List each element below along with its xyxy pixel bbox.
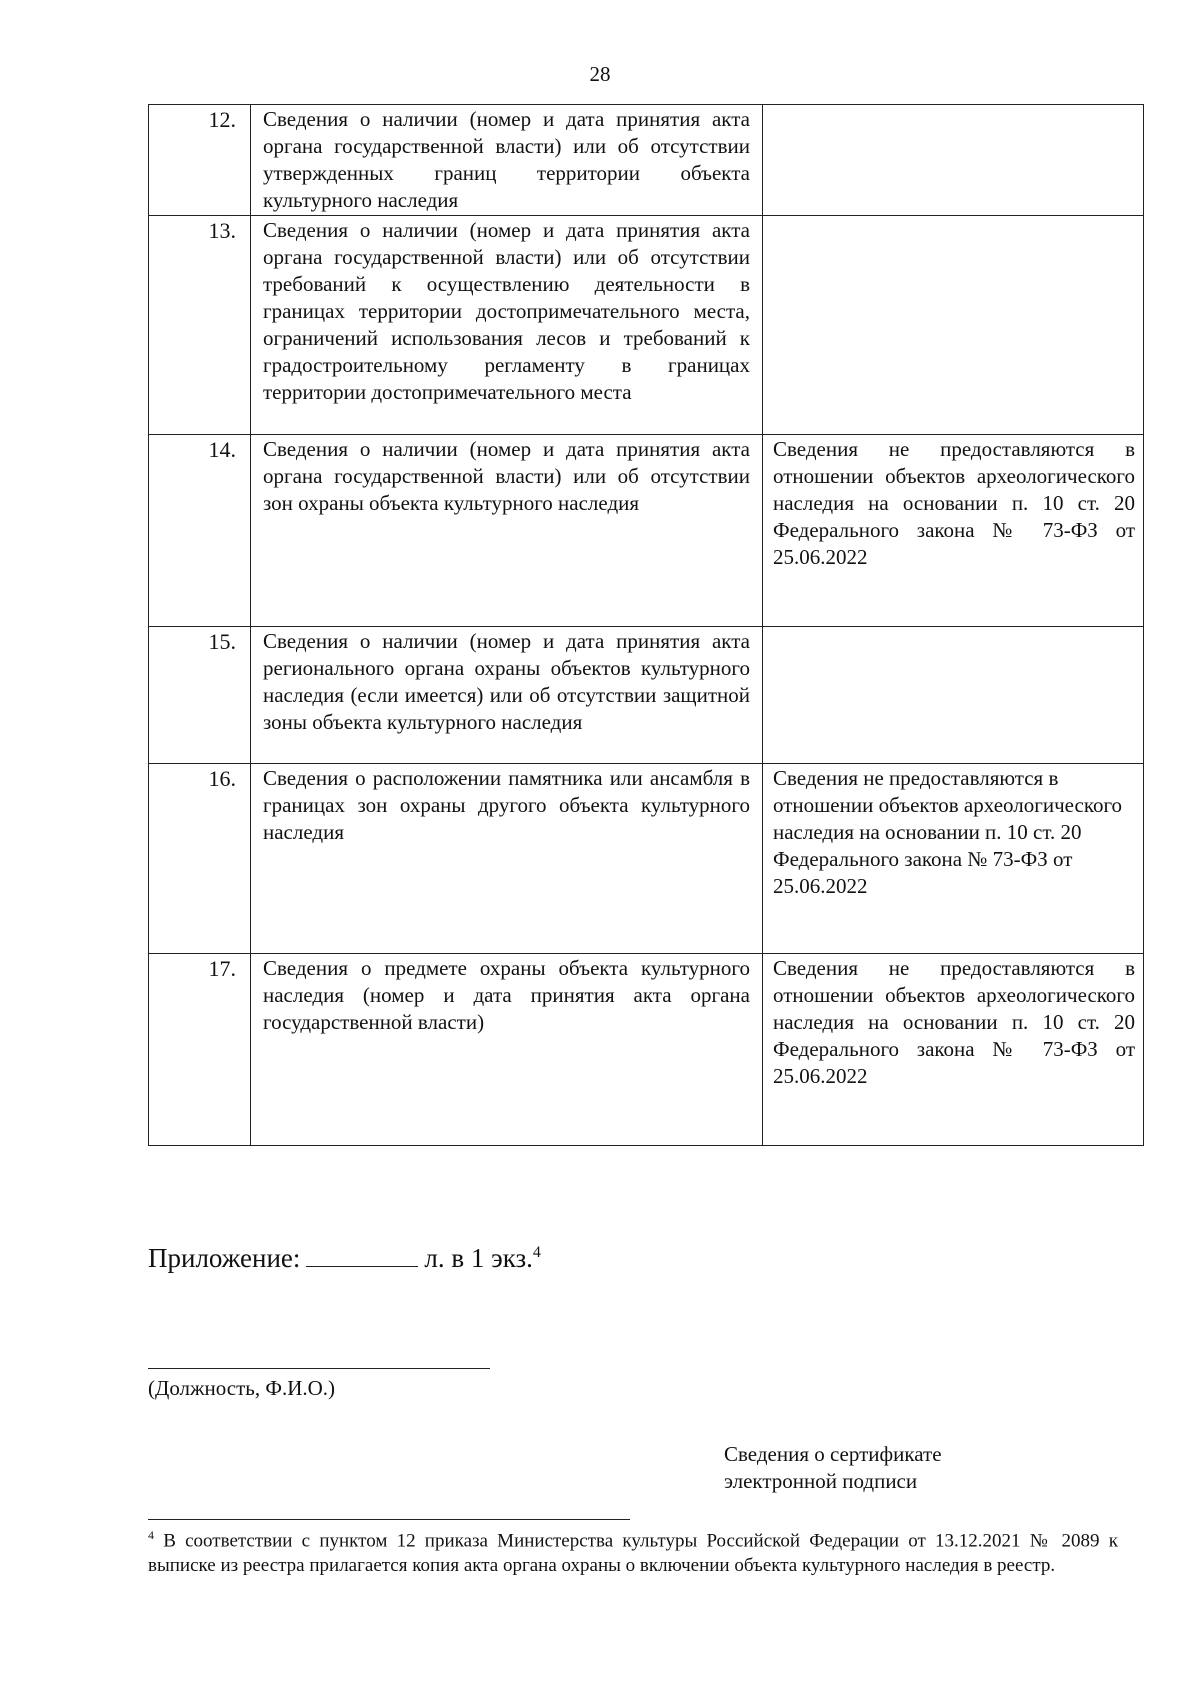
certificate-info [724,1441,1024,1495]
registry-table [148,104,1144,1146]
row-description: Сведения о наличии (номер и дата принятия акта органа государственной власти) или об отсутствии утвержденных границ территории объекта культурного наследия [251,105,763,216]
row-description: Сведения о расположении памятника или ансамбля в границах зон охраны другого объекта культурного наследия [251,764,763,954]
footnote-ref: 4 [532,1244,541,1261]
table-row [149,435,1144,627]
row-description: Сведения о наличии (номер и дата принятия акта органа государственной власти) или об отсутствии требований к осуществлению деятельности в границах территории достопримечательного места, ограничений использования лесов и требований к градостроительному регламенту в границах территории достопримечательного места [251,216,763,435]
appendix-label: Приложение: [148,1243,301,1273]
row-value: Сведения не предоставляются в отношении объектов археологического наследия на основании п. 10 ст. 20 Федерального закона № 73-ФЗ от 25.06.2022 [763,435,1144,627]
row-value: Сведения не предоставляются в отношении объектов археологического наследия на основании п. 10 ст. 20 Федерального закона № 73-ФЗ от 25.06.2022 [763,764,1144,954]
row-number: 14. [149,435,251,627]
row-description: Сведения о наличии (номер и дата принятия акта регионального органа охраны объектов культурного наследия (если имеется) или об отсутствии защитной зоны объекта культурного наследия [251,627,763,764]
signature-line [148,1368,490,1369]
table-row [149,105,1144,216]
row-number: 13. [149,216,251,435]
row-description: Сведения о предмете охраны объекта культурного наследия (номер и дата принятия акта органа государственной власти) [251,954,763,1146]
table-row [149,954,1144,1146]
footnote-text: В соответствии с пунктом 12 приказа Министерства культуры Российской Федерации от 13.12.2021 № 2089 к выписке из реестра прилагается копия акта органа охраны о включении объекта культурного наследия в реестр. [148,1530,1118,1577]
row-number: 17. [149,954,251,1146]
footnote-divider [148,1519,630,1520]
row-value: Сведения не предоставляются в отношении объектов археологического наследия на основании п. 10 ст. 20 Федерального закона № 73-ФЗ от 25.06.2022 [763,954,1144,1146]
appendix-suffix: л. в 1 экз. [424,1243,533,1273]
table-row [149,764,1144,954]
certificate-line-2: электронной подписи [724,1469,918,1493]
table-row [149,216,1144,435]
footnote [148,1523,1118,1578]
page-number: 28 [589,62,611,86]
row-value [763,627,1144,764]
certificate-line-1: Сведения о сертификате [724,1442,942,1466]
row-number: 16. [149,764,251,954]
appendix-line [148,1243,541,1274]
row-number: 12. [149,105,251,216]
appendix-sheets-blank [306,1244,418,1267]
row-value [763,105,1144,216]
position-name-label: (Должность, Ф.И.О.) [148,1376,336,1400]
row-value [763,216,1144,435]
footnote-marker: 4 [148,1528,154,1542]
row-number: 15. [149,627,251,764]
table-row [149,627,1144,764]
row-description: Сведения о наличии (номер и дата принятия акта органа государственной власти) или об отсутствии зон охраны объекта культурного наследия [251,435,763,627]
